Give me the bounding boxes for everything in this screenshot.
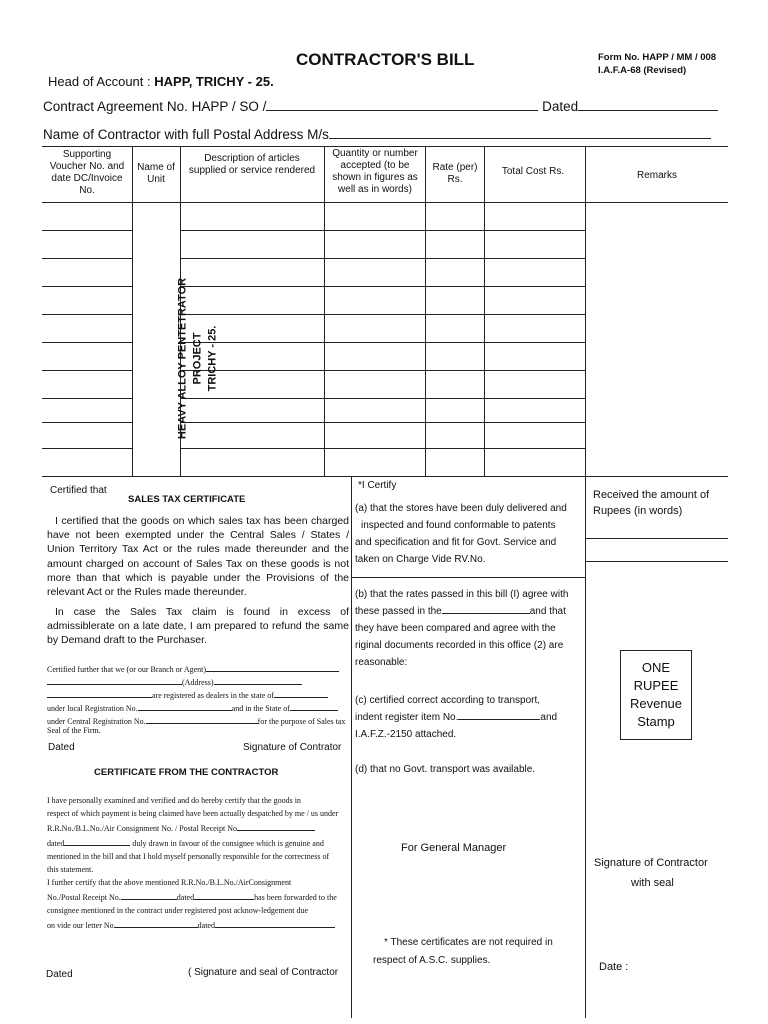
received-amount-line-2: Rupees (in words)	[593, 505, 683, 517]
contractor-cert-line-1: I have personally examined and verified and do hereby certify that the goods in	[47, 796, 301, 805]
column-header-description: Description of articles supplied or service rendered	[188, 153, 316, 176]
further-line-4b: and in the State of	[231, 704, 290, 713]
contractor-cert-line-5: mentioned in the bill and that I hold myself personally responsible for the correctness of	[47, 852, 330, 861]
letter-date-field[interactable]	[215, 917, 335, 928]
state-field[interactable]	[274, 687, 328, 698]
further-line-2	[47, 674, 302, 687]
sales-tax-paragraph-2: In case the Sales Tax claim is found in excess of admissiblerate on a late date, I am prepared to refund the same by Demand draft to the Purchaser.	[47, 606, 349, 647]
further-line-5b: for the purpose of Sales tax	[257, 717, 346, 726]
further-line-5a: under Central Registration No.	[47, 717, 146, 726]
form-number: Form No. HAPP / MM / 008	[598, 52, 717, 63]
column-header-total-cost: Total Cost Rs.	[501, 166, 565, 177]
address-field[interactable]	[47, 674, 182, 685]
i-certify-a1: (a) that the stores have been duly delivered and	[355, 503, 567, 514]
sales-tax-paragraph-1: I certified that the goods on which sales tax has been charged have not been exempted under the Central Sales / States / Union Territory Tax Act or the rules made thereunder and the amount charged on account of Sales Tax on these goods is not more than that which is payable under the Provisions of the relevant Act or the Rules made thereunder.	[47, 515, 349, 599]
rates-passed-field[interactable]	[442, 603, 530, 614]
i-certify-heading: *I Certify	[358, 480, 397, 491]
further-address-label: (Address)	[182, 678, 214, 687]
contractor-certificate-heading: CERTIFICATE FROM THE CONTRACTOR	[94, 767, 279, 778]
stamp-line-2: RUPEE	[633, 678, 679, 693]
further-line-5	[47, 713, 345, 726]
head-of-account-label: Head of Account :	[48, 74, 151, 89]
i-certify-b	[355, 586, 583, 671]
column-header-voucher: Supporting Voucher No. and date DC/Invoice No.	[49, 149, 125, 196]
contractor-cert-line-9: consignee mentioned in the contract under registered post acknow-ledgement due	[47, 906, 309, 915]
further-line-4a: under local Registration No.	[47, 704, 138, 713]
further-line-3	[47, 687, 328, 700]
second-state-field[interactable]	[290, 700, 338, 711]
i-certify-a2: inspected and found conformable to patents	[361, 520, 556, 531]
sales-tax-signature: Signature of Contrator	[243, 742, 342, 753]
further-line-4	[47, 700, 338, 713]
further-line-1-text: Certified further that we (or our Branch or Agent)	[47, 665, 207, 674]
stamp-line-4: Stamp	[637, 714, 675, 729]
i-certify-b3: they have been compared and agree with the	[355, 623, 556, 634]
page-title: CONTRACTOR'S BILL	[296, 50, 475, 69]
receipt-date-label: Date :	[599, 961, 629, 973]
receipt-date-field[interactable]	[194, 889, 254, 900]
i-certify-a4: taken on Charge Vide RV.No.	[355, 554, 486, 565]
agreement-number-field[interactable]	[266, 96, 538, 111]
local-registration-field[interactable]	[138, 700, 232, 711]
i-certify-b2b: and that	[529, 606, 566, 617]
agreement-row	[43, 96, 718, 114]
contractor-cert-line-8b: dated	[176, 893, 195, 902]
contractor-cert-line-2: respect of which payment is being claimed have been actually despatched by me / us under	[47, 809, 339, 818]
contractor-cert-line-8a: No./Postal Receipt No.	[47, 893, 121, 902]
sales-tax-heading: SALES TAX CERTIFICATE	[128, 494, 246, 505]
i-certify-c3: I.A.F.Z.-2150 attached.	[355, 729, 457, 740]
consignment-date-field[interactable]	[64, 835, 130, 846]
column-header-remarks: Remarks	[636, 170, 677, 181]
head-of-account	[48, 74, 274, 89]
contractor-cert-line-8c: has been forwarded to the	[254, 893, 337, 902]
letter-number-field[interactable]	[114, 917, 198, 928]
i-certify-b4: riginal documents recorded in this office (2) are	[355, 640, 564, 651]
for-general-manager: For General Manager	[401, 842, 507, 854]
contractor-label: Name of Contractor with full Postal Address M/s	[43, 127, 329, 142]
contractor-certificate-body	[47, 794, 338, 932]
contractor-row	[43, 124, 711, 142]
contractor-cert-line-10a: on vide our letter No	[47, 921, 114, 930]
sales-tax-dated: Dated	[48, 742, 75, 753]
column-header-unit: Name of Unit	[137, 162, 175, 185]
project-stamp-line2: TRICHY - 25.	[206, 325, 219, 392]
contractor-signature-label: Signature of Contractor	[594, 857, 708, 869]
dealer-field[interactable]	[47, 687, 152, 698]
contractor-cert-line-4a: dated	[47, 839, 65, 848]
i-certify-c	[355, 692, 583, 743]
i-certify-a	[355, 500, 583, 568]
form-reference: I.A.F.A-68 (Revised)	[598, 65, 687, 76]
stamp-line-1: ONE	[641, 660, 671, 675]
seal-of-firm: Seal of the Firm.	[47, 726, 101, 735]
asc-note-line-1: * These certificates are not required in	[384, 937, 553, 948]
i-certify-c2a: indent register item No.	[355, 712, 459, 723]
agent-name-field[interactable]	[206, 661, 339, 672]
i-certify-c1: (c) certified correct according to transport,	[355, 695, 541, 706]
head-of-account-value: HAPP, TRICHY - 25.	[154, 74, 274, 89]
i-certify-b2a: these passed in the	[355, 606, 442, 617]
project-stamp	[176, 259, 221, 459]
postal-receipt-field[interactable]	[237, 820, 315, 831]
i-certify-c2b: and	[540, 712, 558, 723]
contractor-dated: Dated	[46, 969, 73, 980]
project-stamp-line1: HEAVY ALLOY PENTETRATOR PROJECT	[176, 277, 204, 440]
contractor-cert-line-7: I further certify that the above mentioned R.R.No./B.L.No./AirConsignment	[47, 878, 292, 887]
received-amount-line-1: Received the amount of	[593, 489, 710, 501]
i-certify-b5: reasonable:	[355, 657, 408, 668]
certified-that-label: Certified that	[50, 485, 107, 496]
contractor-address-field[interactable]	[329, 124, 711, 139]
contractor-seal-label: with seal	[631, 877, 674, 889]
item-number-field[interactable]	[458, 709, 540, 720]
i-certify-d: (d) that no Govt. transport was available.	[355, 764, 536, 775]
stamp-line-3: Revenue	[629, 696, 683, 711]
contractor-signature: ( Signature and seal of Contractor	[188, 967, 339, 978]
revenue-stamp-box	[620, 650, 692, 740]
agreement-label: Contract Agreement No. HAPP / SO /	[43, 99, 267, 114]
address-field-2[interactable]	[214, 674, 302, 685]
column-header-quantity: Quantity or number accepted (to be shown in figures as well as in words)	[332, 148, 418, 195]
contractor-cert-line-4b: duly drawn in favour of the consignee which is genuine and	[132, 839, 324, 848]
contractor-cert-line-3: R.R.No./B.L.No./Air Consignment No. / Postal Receipt No	[47, 824, 237, 833]
contractor-cert-line-6: this statement.	[47, 865, 94, 874]
asc-note-line-2: respect of A.S.C. supplies.	[373, 955, 491, 966]
contractor-cert-line-10b: dated	[197, 921, 215, 930]
central-registration-field[interactable]	[146, 713, 258, 724]
i-certify-b1: (b) that the rates passed in this bill (I) agree with	[355, 589, 569, 600]
further-line-1	[47, 661, 339, 674]
agreement-dated-label: Dated	[542, 99, 579, 114]
agreement-date-field[interactable]	[578, 96, 718, 111]
column-header-rate: Rate (per) Rs.	[432, 162, 478, 185]
i-certify-a3: and specification and fit for Govt. Service and	[355, 537, 557, 548]
further-line-3-text: are registered as dealers in the state of	[152, 691, 274, 700]
receipt-number-field[interactable]	[121, 889, 177, 900]
